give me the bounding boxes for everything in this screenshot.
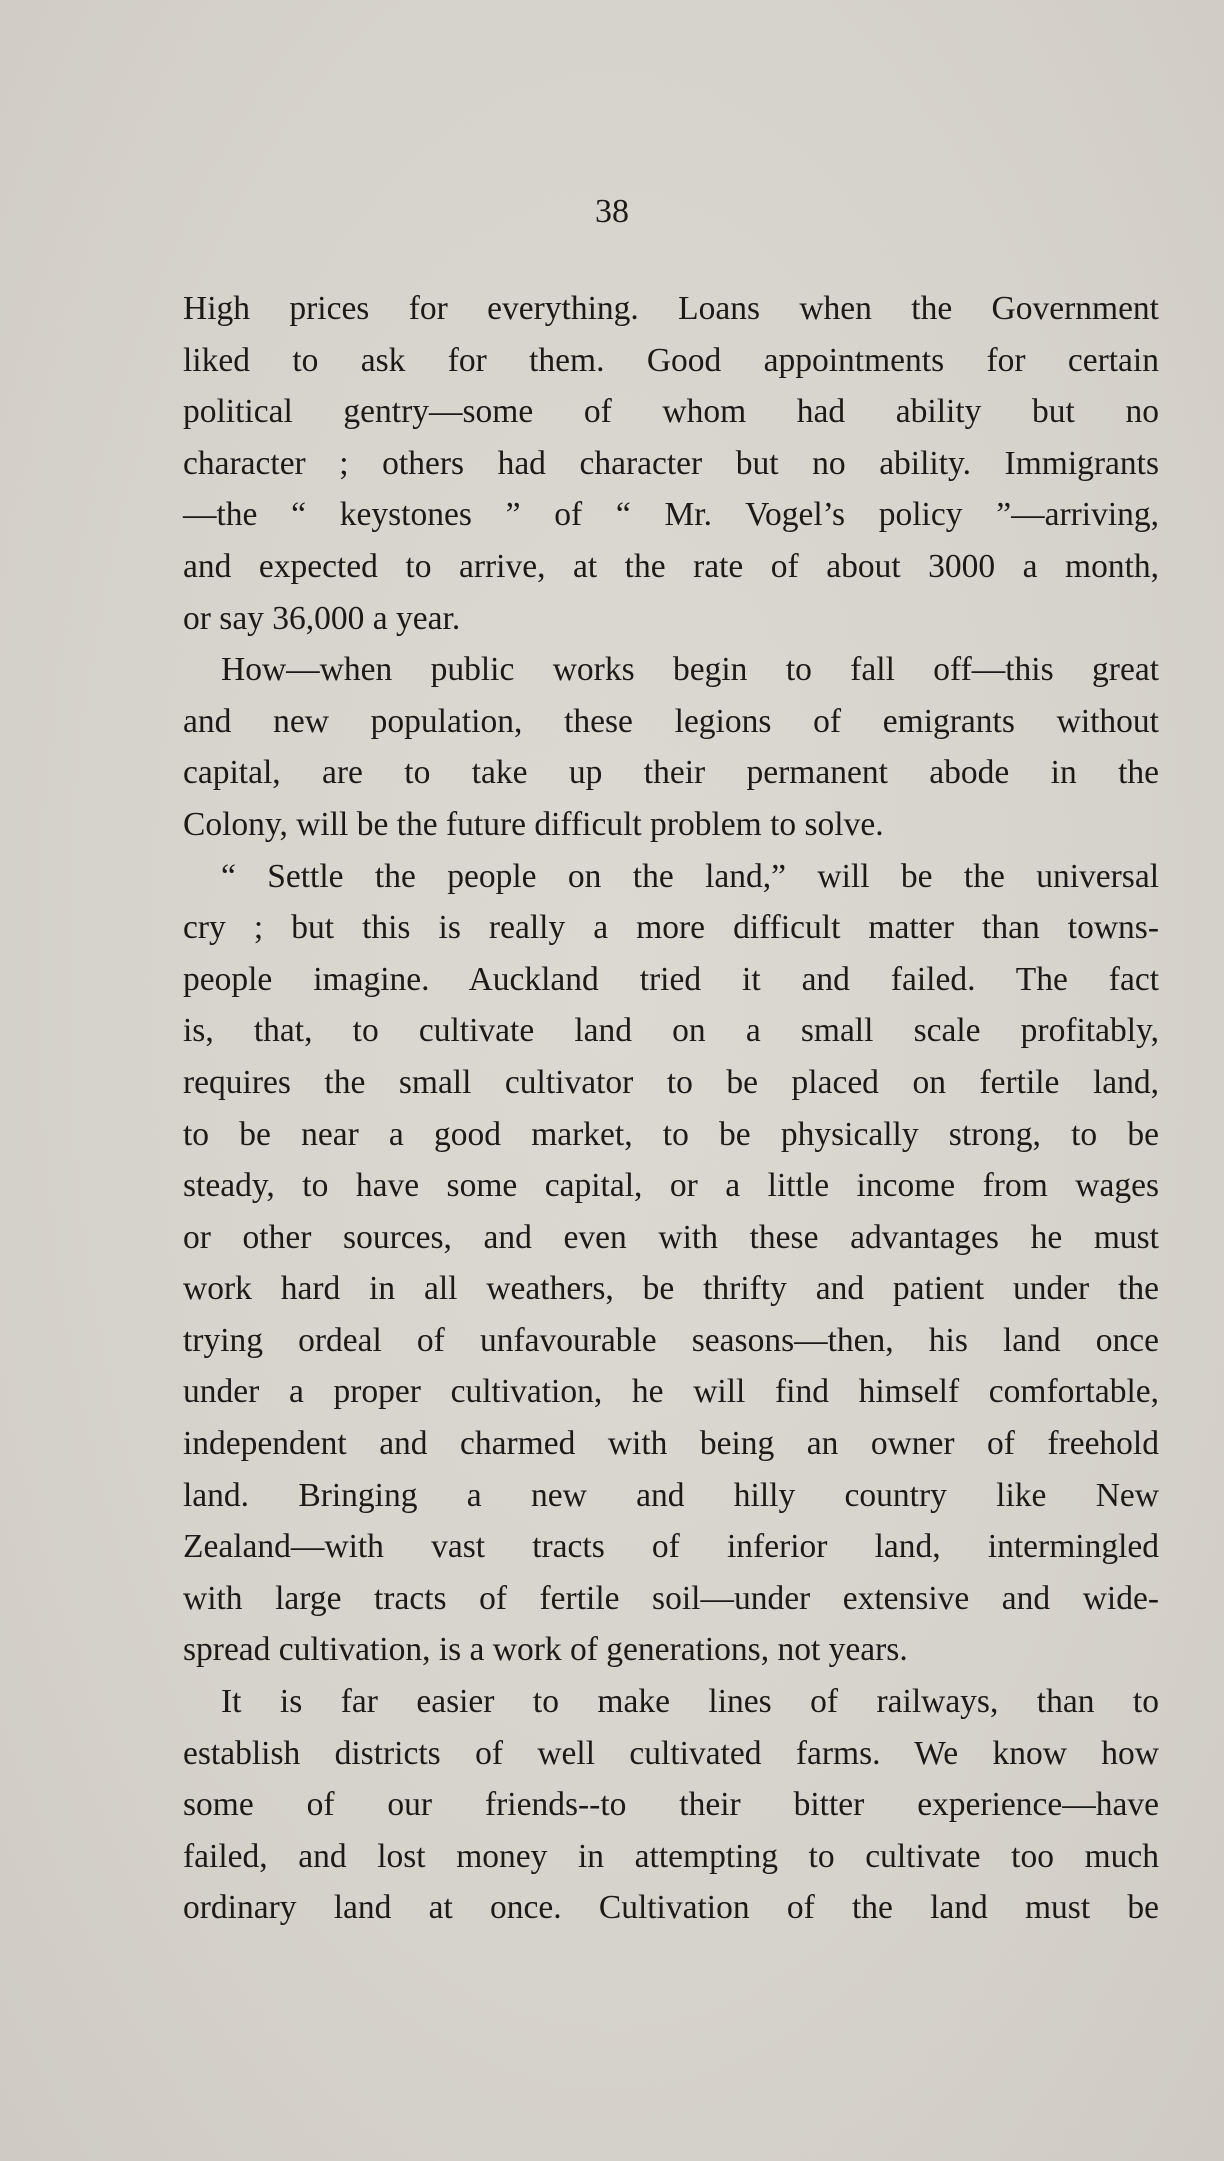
text-line: “ Settle the people on the land,” will be the universal [221,857,1159,895]
text-line: cry ; but this is really a more difficult matter than towns- [183,909,1159,947]
text-line: How—when public works begin to fall off—this great [221,651,1159,689]
text-line: and new population, these legions of emigrants without [183,702,1159,740]
text-line: political gentry—some of whom had ability but no [183,393,1159,431]
text-line: liked to ask for them. Good appointments for certain [183,341,1159,379]
text-line: people imagine. Auckland tried it and failed. The fact [183,960,1159,998]
text-line: to be near a good market, to be physically strong, to be [183,1115,1159,1153]
text-line: spread cultivation, is a work of generations, not years. [183,1631,908,1669]
text-line: establish districts of well cultivated farms. We know how [183,1734,1159,1772]
text-line: requires the small cultivator to be placed on fertile land, [183,1063,1159,1101]
text-line: is, that, to cultivate land on a small scale profitably, [183,1012,1159,1050]
text-line: land. Bringing a new and hilly country like New [183,1476,1159,1514]
text-line: failed, and lost money in attempting to cultivate too much [183,1837,1159,1875]
text-line: with large tracts of fertile soil—under extensive and wide- [183,1579,1159,1617]
text-line: ordinary land at once. Cultivation of the land must be [183,1889,1159,1927]
text-line: work hard in all weathers, be thrifty and patient under the [183,1270,1159,1308]
text-line: some of our friends--to their bitter experience—have [183,1786,1159,1824]
page-number: 38 [595,193,629,230]
text-line: It is far easier to make lines of railways, than to [221,1683,1159,1721]
text-line: steady, to have some capital, or a little income from wages [183,1167,1159,1205]
text-line: or other sources, and even with these advantages he must [183,1218,1159,1256]
text-line: Zealand—with vast tracts of inferior land, intermingled [183,1528,1159,1566]
text-line: —the “ keystones ” of “ Mr. Vogel’s policy ”—arriving, [183,496,1159,534]
text-line: capital, are to take up their permanent abode in the [183,754,1159,792]
body-text [183,283,1159,1934]
text-line: trying ordeal of unfavourable seasons—then, his land once [183,1321,1159,1359]
text-line: independent and charmed with being an owner of freehold [183,1425,1159,1463]
text-line: Colony, will be the future difficult problem to solve. [183,805,884,843]
text-line: High prices for everything. Loans when the Government [183,290,1159,327]
text-line: under a proper cultivation, he will find himself comfortable, [183,1373,1159,1411]
text-line: and expected to arrive, at the rate of about 3000 a month, [183,547,1159,585]
text-line: character ; others had character but no ability. Immigrants [183,444,1159,482]
text-line: or say 36,000 a year. [183,599,461,637]
